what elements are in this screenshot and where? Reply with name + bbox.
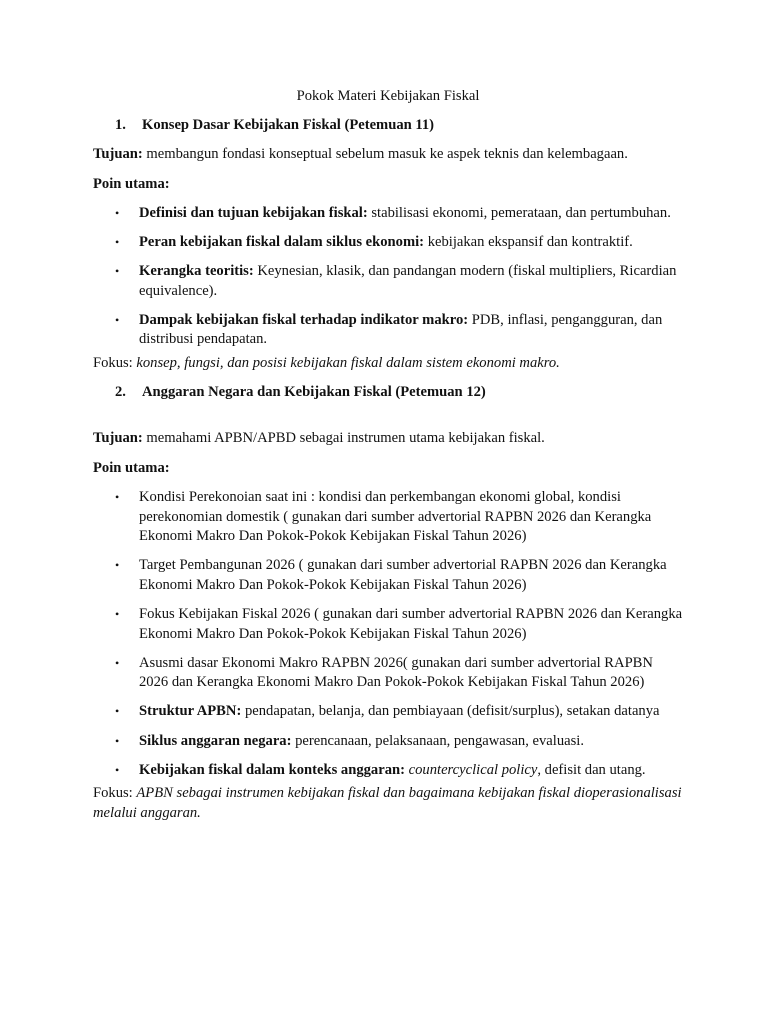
section-1 [93,115,683,373]
list-item [93,732,683,752]
bullet-icon: • [115,264,120,279]
fokus-label: Fokus: [93,785,137,802]
item-text: Target Pembangunan 2026 ( gunakan dari sumber advertorial RAPBN 2026 dan Kerangka Ekonomi Makro Dan Pokok-Pokok Kebijakan Fiskal Tahun 2026) [139,557,667,593]
item-text: kebijakan ekspansif dan kontraktif. [424,234,633,251]
item-text: perencanaan, pelaksanaan, pengawasan, evaluasi. [291,732,584,749]
item-text: Fokus Kebijakan Fiskal 2026 ( gunakan dari sumber advertorial RAPBN 2026 dan Kerangka Ekonomi Makro Dan Pokok-Pokok Kebijakan Fiskal Tahun 2026) [139,606,683,642]
tujuan-text: membangun fondasi konseptual sebelum masuk ke aspek teknis dan kelembagaan. [142,146,628,162]
bullet-icon: • [115,762,120,777]
list-item [93,262,683,301]
section-heading [93,382,683,402]
section-2 [93,382,683,823]
bullet-icon: • [115,490,120,505]
section-title: Konsep Dasar Kebijakan Fiskal (Petemuan 11) [142,117,435,133]
item-bold: Kerangka teoritis: [139,263,254,280]
bullet-icon: • [115,655,120,670]
list-item [93,204,683,224]
bullet-list [93,204,683,350]
document-page [93,86,683,823]
item-text: Kondisi Perekonoian saat ini : kondisi dan perkembangan ekonomi global, kondisi perekonomian domestik ( gunakan dari sumber advertorial RAPBN 2026 dan Kerangka Ekonomi Makro Dan Pokok-Pokok Kebijakan Fiskal Tahun 2026) [139,489,652,545]
bullet-list [93,488,683,780]
section-title: Anggaran Negara dan Kebijakan Fiskal (Petemuan 12) [142,384,486,401]
tujuan-paragraph [93,144,683,164]
tujuan-paragraph [93,428,683,448]
list-item [93,654,683,693]
list-item [93,311,683,350]
tujuan-text: memahami APBN/APBD sebagai instrumen utama kebijakan fiskal. [142,430,545,447]
section-number: 2. [115,384,126,401]
fokus-text: konsep, fungsi, dan posisi kebijakan fiskal dalam sistem ekonomi makro. [136,355,560,372]
fokus-paragraph [93,353,683,373]
tujuan-label: Tujuan: [93,146,143,162]
poin-utama-label: Poin utama: [93,460,170,477]
item-tail: , defisit dan utang. [537,761,646,778]
bullet-icon: • [115,235,120,250]
document-title: Pokok Materi Kebijakan Fiskal [296,88,480,104]
bullet-icon: • [115,558,120,573]
list-item [93,233,683,253]
item-bold: Kebijakan fiskal dalam konteks anggaran: [139,761,405,778]
item-bold: Peran kebijakan fiskal dalam siklus ekonomi: [139,234,425,251]
section-number: 1. [115,117,126,133]
fokus-paragraph [93,783,683,823]
fokus-text: APBN sebagai instrumen kebijakan fiskal dan bagaimana kebijakan fiskal dioperasionalisasi melalui anggaran. [93,785,682,822]
list-item [93,488,683,547]
section-heading [93,115,683,135]
bullet-icon: • [115,312,120,327]
list-item [93,761,683,781]
poin-utama-label: Poin utama: [93,176,170,192]
item-bold: Struktur APBN: [139,703,242,720]
bullet-icon: • [115,607,120,622]
list-item [93,556,683,595]
item-bold: Definisi dan tujuan kebijakan fiskal: [139,205,368,221]
item-italic: countercyclical policy [408,761,538,778]
item-text: stabilisasi ekonomi, pemerataan, dan pertumbuhan. [367,205,671,221]
item-text: pendapatan, belanja, dan pembiayaan (defisit/surplus), setakan datanya [241,703,660,720]
item-bold: Dampak kebijakan fiskal terhadap indikator makro: [139,311,469,328]
tujuan-label: Tujuan: [93,430,143,447]
item-text: Keynesian, klasik, dan pandangan modern (fiskal multipliers, Ricardian equivalence). [139,263,677,299]
fokus-label: Fokus: [93,355,137,372]
bullet-icon: • [115,733,120,748]
bullet-icon: • [115,704,120,719]
item-bold: Siklus anggaran negara: [139,732,292,749]
item-text: PDB, inflasi, pengangguran, dan distribusi pendapatan. [139,311,663,348]
list-item [93,605,683,644]
bullet-icon: • [115,206,120,220]
list-item [93,702,683,722]
item-text: Asusmi dasar Ekonomi Makro RAPBN 2026( gunakan dari sumber advertorial RAPBN 2026 dan Kerangka Ekonomi Makro Dan Pokok-Pokok Kebijakan Fiskal Tahun 2026) [139,654,653,691]
